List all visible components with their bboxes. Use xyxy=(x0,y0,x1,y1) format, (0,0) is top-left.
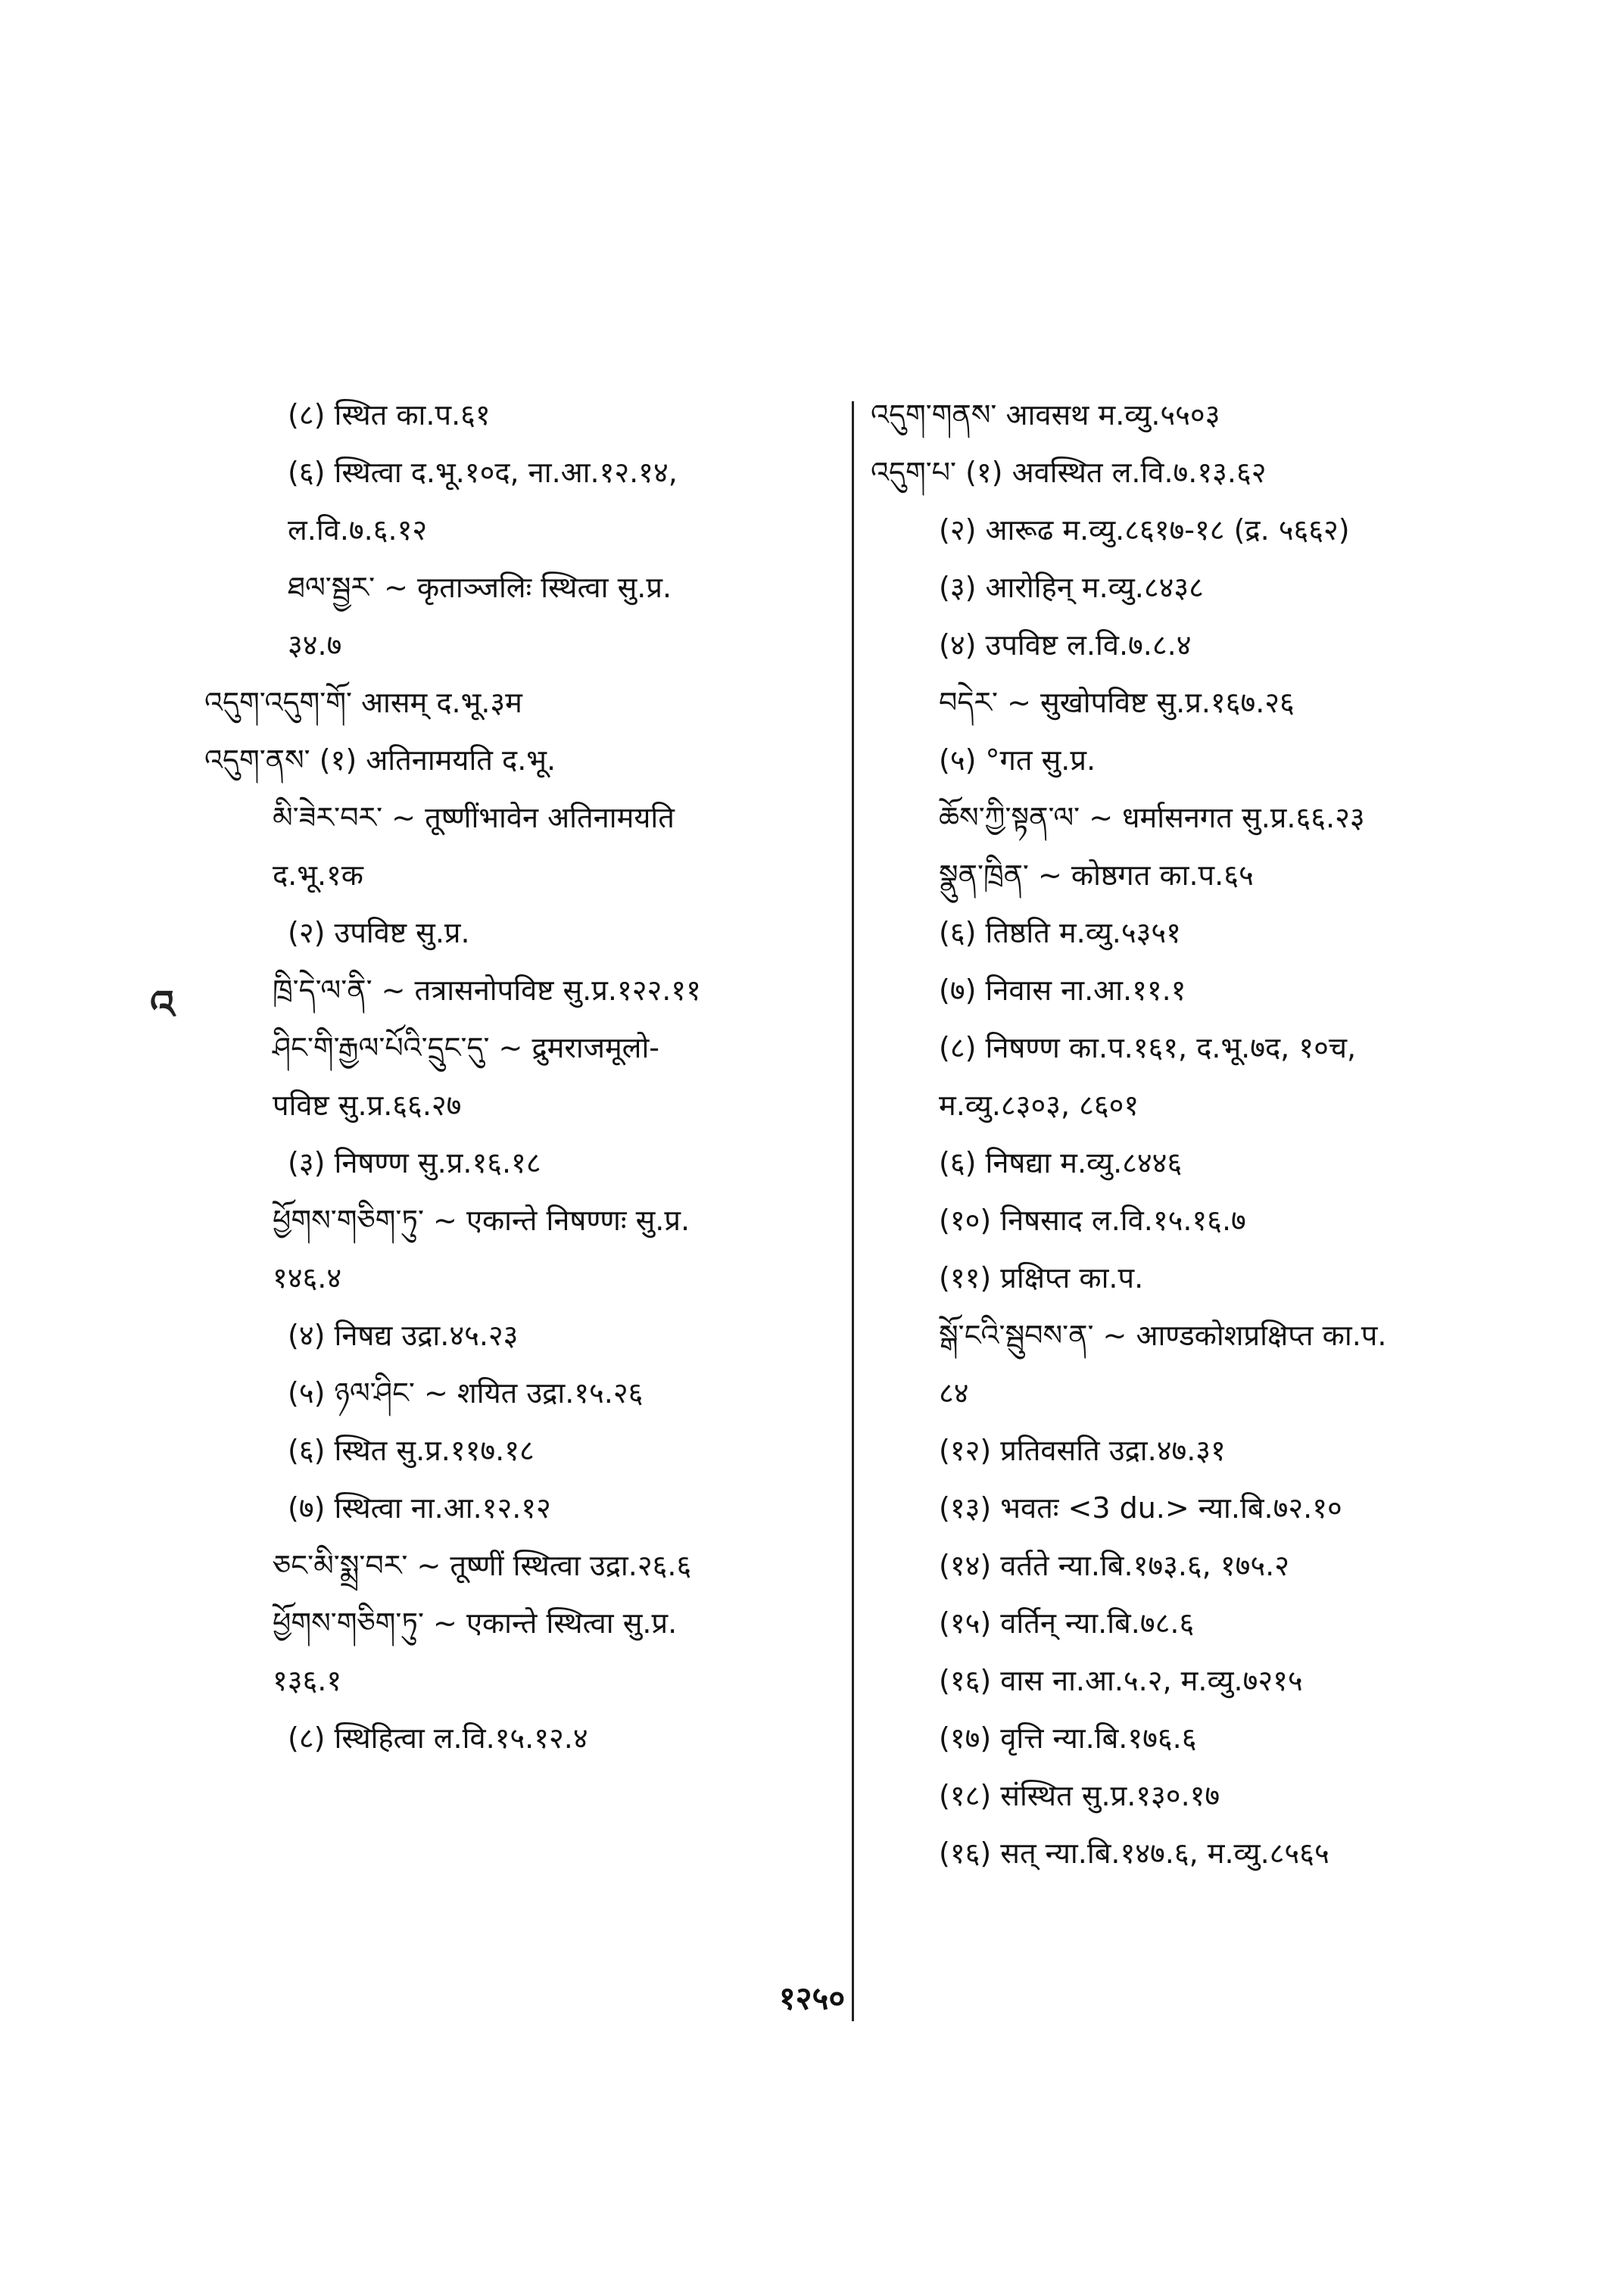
entry-line: (१५) वर्तिन् न्या.बि.७८.६ xyxy=(939,1606,1195,1640)
entry-line: (१६) सत् न्या.बि.१४७.६, म.व्यु.८५६५ xyxy=(939,1837,1329,1870)
entry-line: (१३) भवतः <3 du.> न्या.बि.७२.१० xyxy=(939,1491,1342,1525)
entry-line: (५) ཉལ་ཤིང་ ~ शयित उद्रा.१५.२६ xyxy=(288,1376,644,1410)
entry-line: མི་ཟེར་བར་ ~ तूष्णींभावेन अतिनामयति xyxy=(273,801,675,834)
entry-line: སྣུན་ཁྲིན་ ~ कोष्ठगत का.प.६५ xyxy=(939,858,1254,892)
entry-line: ཕྱོགས་གཅིག་ཏུ་ ~ एकान्ते निषण्णः सु.प्र. xyxy=(273,1204,690,1237)
entry-line: (११) प्रक्षिप्त का.प. xyxy=(939,1261,1144,1294)
entry-line: ཕྱོགས་གཅིག་ཏུ་ ~ एकान्ते स्थित्वा सु.प्र. xyxy=(273,1606,678,1640)
entry-line: (१८) संस्थित सु.प्र.१३०.१७ xyxy=(939,1779,1220,1812)
entry-line: १४६.४ xyxy=(273,1261,342,1294)
entry-line: १३६.१ xyxy=(273,1664,342,1697)
entry-line: ८४ xyxy=(939,1376,969,1410)
column-divider xyxy=(852,401,854,2021)
entry-line: (२) उपविष्ट सु.प्र. xyxy=(288,916,470,949)
right-column xyxy=(871,386,1492,1882)
entry-line: (८) निषण्ण का.प.१६१, द.भू.७द, १०च, xyxy=(939,1031,1357,1064)
entry-line: (१४) वर्तते न्या.बि.१७३.६, १७५.२ xyxy=(939,1549,1289,1582)
entry-line: (२) आरूढ म.व्यु.८६१७-१८ (द्र. ५६६२) xyxy=(939,513,1350,547)
entry-line: ཆོས་ཀྱི་སྟན་ལ་ ~ धर्मासनगत सु.प्र.६६.२३ xyxy=(939,801,1365,834)
entry-line: འདུག་གནས་ आवसथ म.व्यु.५५०३ xyxy=(871,398,1220,431)
entry-line: ३४.७ xyxy=(288,628,342,662)
entry-line: (७) निवास ना.आ.११.१ xyxy=(939,974,1186,1007)
entry-line: (६) तिष्ठति म.व्यु.५३५१ xyxy=(939,916,1181,949)
entry-line: (१६) वास ना.आ.५.२, म.व्यु.७२१५ xyxy=(939,1664,1303,1697)
left-column xyxy=(204,386,825,1767)
entry-line: སྒོ་ངའི་སྦུབས་ན་ ~ आण्डकोशप्रक्षिप्त का.प. xyxy=(939,1319,1387,1352)
entry-line: འདུག་ནས་ (१) अतिनामयति द.भू. xyxy=(204,743,556,777)
entry-line: (८) स्थिहित्वा ल.वि.१५.१२.४ xyxy=(288,1721,588,1755)
entry-line: (४) उपविष्ट ल.वि.७.८.४ xyxy=(939,628,1192,662)
entry-line: འདུག་འདུག་གོ་ आसम् द.भू.३म xyxy=(204,686,522,719)
entry-line: འདུག་པ་ (१) अवस्थित ल.वि.७.१३.६२ xyxy=(871,456,1267,489)
entry-line: (१०) निषसाद ल.वि.१५.१६.७ xyxy=(939,1204,1246,1237)
entry-line: (५) °गत सु.प्र. xyxy=(939,743,1096,777)
entry-line: (७) स्थित्वा ना.आ.१२.१२ xyxy=(288,1491,551,1525)
entry-line: द.भू.१क xyxy=(273,858,363,892)
entry-line: (८) स्थित का.प.६१ xyxy=(288,398,491,431)
entry-line: ཁྲི་དེ་ལ་ནི་ ~ तत्रासनोपविष्ट सु.प्र.१२२.११ xyxy=(273,974,701,1007)
entry-line: (१७) वृत्ति न्या.बि.१७६.६ xyxy=(939,1721,1197,1755)
entry-line: ཅང་མི་སྨྲ་བར་ ~ तूष्णीं स्थित्वा उद्रा.२६.६ xyxy=(273,1549,692,1582)
page-number: १२५० xyxy=(778,1980,846,2017)
entry-line: ल.वि.७.६.१२ xyxy=(288,513,428,547)
entry-line: पविष्ट सु.प्र.६६.२७ xyxy=(273,1089,462,1122)
entry-line: (६) स्थित्वा द.भू.१०द, ना.आ.१२.१४, xyxy=(288,456,678,489)
entry-line: ཤིང་གི་རྒྱལ་པོའི་དྲུང་དུ་ ~ द्रुमराजमूलो- xyxy=(273,1031,660,1064)
entry-line: (६) निषद्या म.व्यु.८४४६ xyxy=(939,1146,1183,1179)
entry-line: (३) आरोहिन् म.व्यु.८४३८ xyxy=(939,571,1204,604)
margin-letter-mark: འ xyxy=(150,983,175,1028)
entry-line: (१२) प्रतिवसति उद्रा.४७.३१ xyxy=(939,1434,1226,1467)
entry-line: ཐལ་སྦྱར་ ~ कृताञ्जलिः स्थित्वा सु.प्र. xyxy=(288,571,672,604)
entry-line: (६) स्थित सु.प्र.११७.१८ xyxy=(288,1434,535,1467)
entry-line: (३) निषण्ण सु.प्र.१६.१८ xyxy=(288,1146,541,1179)
entry-line: (४) निषद्य उद्रा.४५.२३ xyxy=(288,1319,519,1352)
entry-line: म.व्यु.८३०३, ८६०१ xyxy=(939,1089,1139,1122)
entry-line: བདེར་ ~ सुखोपविष्ट सु.प्र.१६७.२६ xyxy=(939,686,1295,719)
